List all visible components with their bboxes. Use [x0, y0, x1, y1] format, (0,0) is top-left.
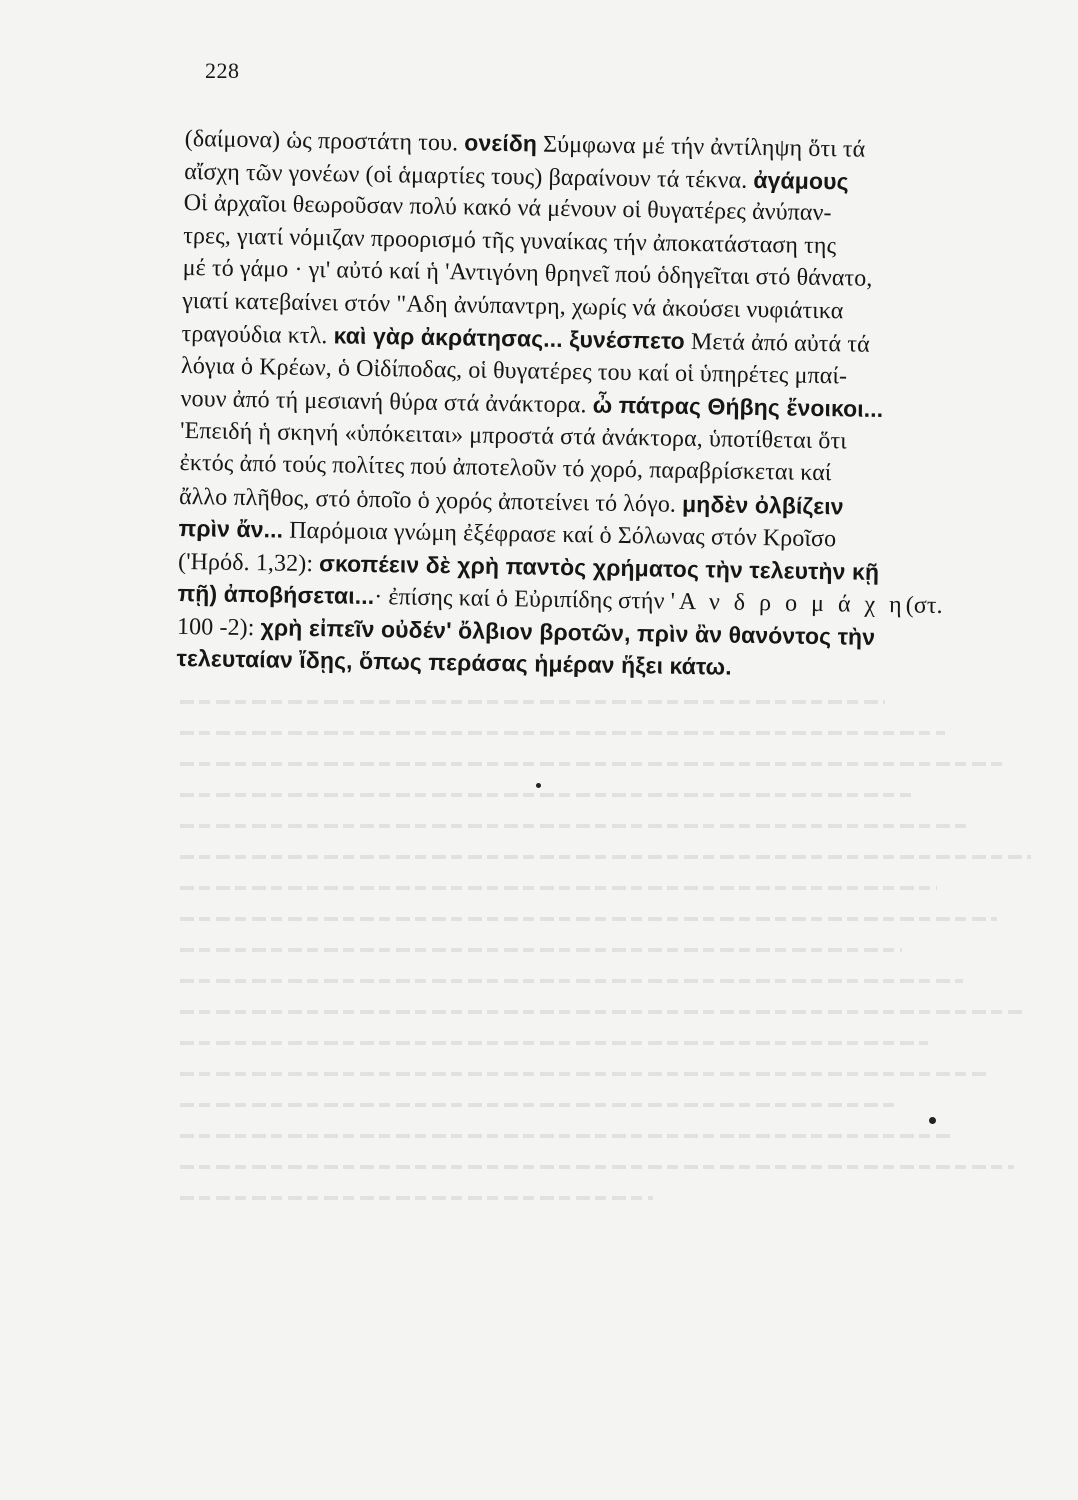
show-through-text — [180, 690, 1040, 1410]
text-segment: Οἱ ἀρχαῖοι θεωροῦσαν πολύ κακό νά μένουν οἱ θυγατέρες ἀνύπαν- — [183, 189, 832, 227]
show-through-line — [180, 1093, 894, 1124]
text-segment: τραγούδια κτλ. — [181, 320, 334, 350]
text-segment: Μετά ἀπό αὐτά τά — [684, 328, 870, 358]
show-through-line — [180, 938, 902, 969]
bold-lemma: ἀγάμους — [753, 166, 849, 194]
text-segment: 100 -2): — [176, 613, 261, 641]
show-through-line — [180, 1062, 988, 1093]
show-through-line — [180, 1186, 653, 1217]
show-through-line — [180, 845, 1031, 876]
speck-mark — [929, 1117, 936, 1124]
text-segment: μέ τό γάμο · γι' αὐτό καί ἡ 'Αντιγόνη θρηνεῖ πού ὁδηγεῖται στό θάνατο, — [182, 254, 873, 292]
text-segment: τρες, γιατί νόμιζαν προορισμό τῆς γυναίκας τήν ἀποκατάσταση της — [183, 222, 837, 259]
text-segment: Παρόμοια γνώμη ἐξέφρασε καί ὁ Σόλωνας στόν Κροῖσο — [282, 517, 837, 553]
text-segment: Σύμφωνα μέ τήν ἀντίληψη ὅτι τά — [536, 131, 866, 163]
show-through-line — [180, 814, 971, 845]
text-segment: ('Ηρόδ. 1,32): — [177, 548, 320, 577]
spaced-title: 'Α ν δ ρ ο μ ά χ η — [670, 588, 906, 619]
text-segment: (δαίμονα) ὡς προστάτη του. — [184, 125, 465, 157]
bold-lemma: ὦ πάτρας Θήβης ἔνοικοι... — [592, 391, 884, 423]
bold-lemma: τελευταίαν ἴδῃς, ὅπως περάσας ἡμέραν ἥξει κάτω. — [176, 644, 732, 680]
page-number: 228 — [205, 58, 240, 83]
show-through-line — [180, 907, 997, 938]
text-segment: λόγια ὁ Κρέων, ὁ Οἰδίποδας, οἱ θυγατέρες του καί οἱ ὑπηρέτες μπαί- — [180, 352, 848, 389]
bold-lemma: μηδὲν ὀλβίζειν — [681, 490, 844, 519]
text-segment: γιατί κατεβαίνει στόν "Αδη ἀνύπαντρη, χωρίς νά ἀκούσει νυφιάτικα — [181, 287, 844, 324]
text-segment: αἴσχη τῶν γονέων (οἱ ἁμαρτίες τους) βαραίνουν τά τέκνα. — [184, 158, 754, 194]
bold-lemma: ονείδη — [464, 129, 538, 157]
show-through-line — [180, 690, 885, 721]
bold-lemma: πῇ) ἀποβήσεται... — [177, 579, 375, 610]
text-segment: (στ. — [905, 592, 943, 619]
text-segment: ἄλλο πλῆθος, στό ὁποῖο ὁ χορός ἀποτείνει τό λόγο. — [178, 483, 683, 518]
bold-lemma: πρὶν ἄν... — [178, 514, 284, 543]
show-through-line — [180, 1031, 928, 1062]
show-through-line — [180, 876, 937, 907]
commentary-text — [176, 122, 1045, 688]
show-through-line — [180, 721, 945, 752]
text-segment: 'Επειδή ἡ σκηνή «ὑπόκειται» μπροστά στά ἀνάκτορα, ὑποτίθεται ὅτι — [179, 417, 848, 454]
show-through-line — [180, 783, 911, 814]
show-through-line — [180, 1155, 1014, 1186]
bold-lemma: χρὴ εἰπεῖν οὐδέν' ὄλβιον βροτῶν, πρὶν ἂν θανόντος τὴν — [260, 613, 876, 650]
show-through-line — [180, 1124, 954, 1155]
text-segment: ἐκτός ἀπό τούς πολίτες πού ἀποτελοῦν τό χορό, παραβρίσκεται καί — [179, 449, 832, 487]
text-segment: νουν ἀπό τή μεσιανή θύρα στά ἀνάκτορα. — [180, 385, 593, 419]
bold-lemma: καὶ γὰρ ἀκράτησας... ξυνέσπετο — [333, 322, 686, 354]
show-through-line — [180, 752, 1006, 783]
show-through-line — [180, 969, 963, 1000]
bold-lemma: σκοπέειν δὲ χρὴ παντὸς χρήματος τὴν τελευτὴν κῇ — [318, 549, 880, 585]
speck-mark — [536, 783, 541, 788]
text-segment: · ἐπίσης καί ὁ Εὐριπίδης στήν — [373, 584, 671, 615]
show-through-line — [180, 1000, 1023, 1031]
